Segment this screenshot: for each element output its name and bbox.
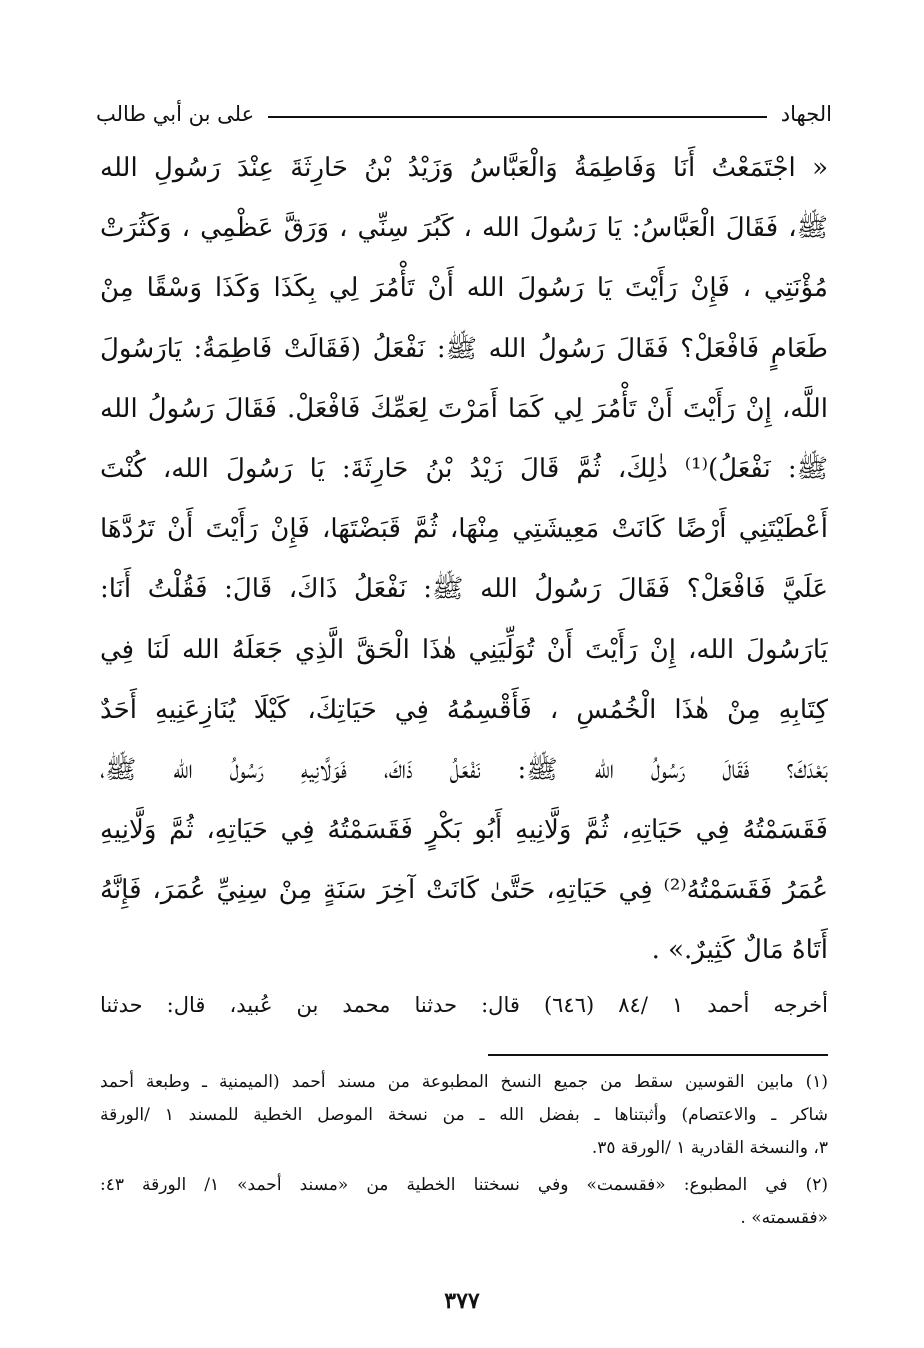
text-line: أَعْطَيْتَنِي أَرْضًا كَانَتْ مَعِيشَتِي مِنْهَا، ثُمَّ قَبَضْتَهَا، فَإِنْ رَأَيْتَ أَنْ تَرُدَّهَا: [100, 514, 828, 545]
text-line: مُؤْنَتِي ، فَإِنْ رَأَيْتَ يَا رَسُولَ الله أَنْ تَأْمُرَ لِي بِكَذَا وَكَذَا وَسْقًا مِنْ: [100, 273, 828, 304]
text-line: كِتَابِهِ مِنْ هٰذَا الْخُمُسِ ، فَأَقْسِمُهُ فِي حَيَاتِكَ، كَيْلَا يُنَازِعَنِيهِ أَحَدٌ: [100, 694, 828, 725]
text-line: بَعْدَكَ؟ فَقَالَ رَسُولُ الله ﷺ: نَفْعَلُ ذَاكَ، فَوَلَّانِيهِ رَسُولُ الله ﷺ،: [100, 754, 828, 785]
text-line: عُمَرُ فَقَسَمْتُهُ⁽²⁾ فِي حَيَاتِهِ، حَتَّىٰ كَانَتْ آخِرَ سَنَةٍ مِنْ سِنِيِّ عُمَرَ، فَإِنَّهُ: [100, 875, 828, 906]
footnote-line: ٣، والنسخة القادرية ١ /الورقة ٣٥.: [591, 1138, 828, 1158]
footnote-line: (١) مابين القوسين سقط من جميع النسخ المطبوعة من مسند أحمد (الميمنية ـ وطبعة أحمد: [100, 1072, 828, 1092]
text-line: فَقَسَمْتُهُ فِي حَيَاتِهِ، ثُمَّ وَلَّانِيهِ أَبُو بَكْرٍ فَقَسَمْتُهُ فِي حَيَاتِهِ، ثُمَّ وَلَّانِيهِ: [100, 815, 828, 846]
footnote-1: [100, 1066, 828, 1165]
header-section-title: الجهاد: [780, 102, 832, 126]
running-header: [96, 96, 832, 132]
footnote-line: شاكر ـ والاعتصام) وأثبتناها ـ بفضل الله ـ من نسخة الموصل الخطية للمسند ١ /الورقة: [100, 1105, 828, 1125]
main-text: [100, 138, 828, 981]
text-line: يَارَسُولَ الله، إِنْ رَأَيْتَ أَنْ تُوَلِّيَنِي هٰذَا الْحَقَّ الَّذِي جَعَلَهُ الله لَنَا فِي: [100, 634, 828, 665]
header-author-title: على بن أبي طالب: [96, 102, 255, 126]
text-line: « اجْتَمَعْتُ أَنَا وَفَاطِمَةُ وَالْعَبَّاسُ وَزَيْدُ بْنُ حَارِثَةَ عِنْدَ رَسُولِ الله: [100, 153, 828, 183]
footnote-2: [100, 1169, 828, 1235]
footnote-line: «فقسمته» .: [740, 1208, 828, 1228]
footnote-separator: [488, 1054, 828, 1056]
text-line: عَلَيَّ فَافْعَلْ؟ فَقَالَ رَسُولُ الله ﷺ: نَفْعَلُ ذَاكَ، قَالَ: فَقُلْتُ أَنَا:: [100, 574, 828, 605]
text-line: طَعَامٍ فَافْعَلْ؟ فَقَالَ رَسُولُ الله ﷺ: نَفْعَلُ (فَقَالَتْ فَاطِمَةُ: يَارَسُولَ: [100, 333, 828, 364]
header-rule: [268, 116, 767, 118]
text-line: ﷺ، فَقَالَ الْعَبَّاسُ: يَا رَسُولَ الله ، كَبُرَ سِنِّي ، وَرَقَّ عَظْمِي ، وَكَثُرَتْ: [100, 213, 828, 244]
footnote-line: (٢) في المطبوع: «فقسمت» وفي نسختنا الخطية من «مسند أحمد» ١/ الورقة ٤٣:: [100, 1175, 828, 1195]
text-line: اللَّه، إِنْ رَأَيْتَ أَنْ تَأْمُرَ لِي كَمَا أَمَرْتَ لِعَمِّكَ فَافْعَلْ. فَقَالَ رَسُولُ الله: [100, 393, 828, 424]
page-number: ٣٧٧: [444, 1288, 480, 1314]
footnotes: [100, 1066, 828, 1235]
text-line: أَتَاهُ مَالٌ كَثِيرٌ.» .: [651, 935, 828, 966]
citation-line: أخرجه أحمد ١ /٨٤ (٦٤٦) قال: حدثنا محمد بن عُبيد، قال: حدثنا: [100, 993, 828, 1017]
text-line: ﷺ: نَفْعَلُ)⁽¹⁾ ذٰلِكَ، ثُمَّ قَالَ زَيْدُ بْنُ حَارِثَةَ: يَا رَسُولَ الله، كُنْتَ: [100, 453, 828, 484]
